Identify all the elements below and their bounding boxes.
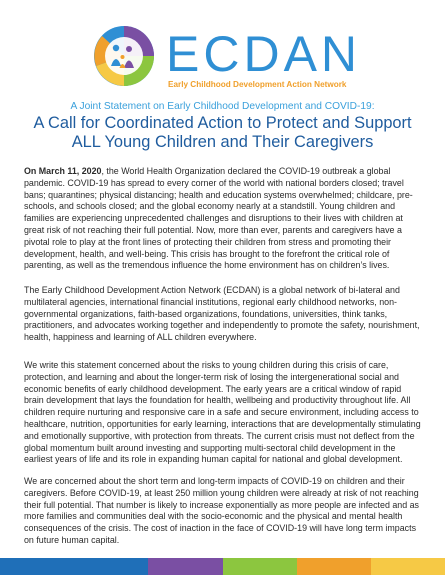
footer-bar-segment <box>223 558 297 575</box>
footer-color-bar <box>0 558 445 575</box>
paragraph-1-lead: On March 11, 2020 <box>24 166 102 176</box>
paragraph-2: The Early Childhood Development Action Network (ECDAN) is a global network of bi-lateral and multilateral agencies, international financial institutions, regional early childhood networks, non-governmental organizations, faith-based organizations, foundations, universities, think tanks, practitioners, and advocates working together and independently to promote the safety, nourishment, health, happiness and learning of ALL children everywhere. <box>24 285 420 343</box>
logo-tagline: Early Childhood Development Action Network <box>168 80 347 89</box>
logo-wordmark: ECDAN <box>166 26 362 82</box>
footer-bar-segment <box>371 558 445 575</box>
family-circle-logo-icon <box>92 24 156 88</box>
footer-bar-segment <box>297 558 371 575</box>
footer-bar-segment <box>0 558 148 575</box>
title-line-1: A Call for Coordinated Action to Protect and Support <box>33 114 412 132</box>
footer-bar-segment <box>148 558 222 575</box>
paragraph-1 <box>24 166 421 272</box>
paragraph-1-text: , the World Health Organization declared the COVID-19 outbreak a global pandemic. COVID-19 has spread to every corner of the world with national borders closed; travel bans; quarantines; physical distancing; health and education systems overwhelmed; childcare, pre-schools, and schools closed; and the global economy nearly at a standstill. Young children and families are experiencing unprecedented challenges and disruptions to their lives with children at great risk of not reaching their full potential. Now, more than ever, parents and caregivers have a pivotal role to play at the front lines of protecting their children from stress and promoting their development, health, and well-being. This crisis has brought to the forefront the critical role of parenting, as well as the tremendous influence the home environment has on children’s lives. <box>24 166 413 271</box>
paragraph-3: We write this statement concerned about the risks to young children during this crisis of care, protection, and learning and about the longer-term risk of losing the intergenerational social and economic benefits of early childhood development. The early years are a critical window of rapid brain development that lays the foundation for health, wellbeing and productivity throughout life. All children require nurturing and responsive care in a safe and secure environment, including access to healthcare, nutrition, opportunities for early learning, interactions that are developmentally stimulating and emotionally supportive, with protection from threats. The current crisis must not deflect from the global momentum built around investing and supporting multi-sectoral child development in the earliest years of life and its role in expanding human capital for national and global development. <box>24 360 421 465</box>
title-line-2: ALL Young Children and Their Caregivers <box>71 133 374 151</box>
header <box>0 0 445 96</box>
statement-subtitle: A Joint Statement on Early Childhood Development and COVID-19: <box>70 101 375 112</box>
paragraph-4: We are concerned about the short term and long-term impacts of COVID-19 on children and their caregivers. Before COVID-19, at least 250 million young children were already at risk of not reaching their full potential. That number is likely to increase exponentially as more people are infected and as more families and communities deal with the socio-economic and the physical and mental health consequences of the crisis. The cost of inaction in the face of COVID-19 will have long term impacts on future human capital. <box>24 476 419 545</box>
statement-title <box>10 114 435 152</box>
